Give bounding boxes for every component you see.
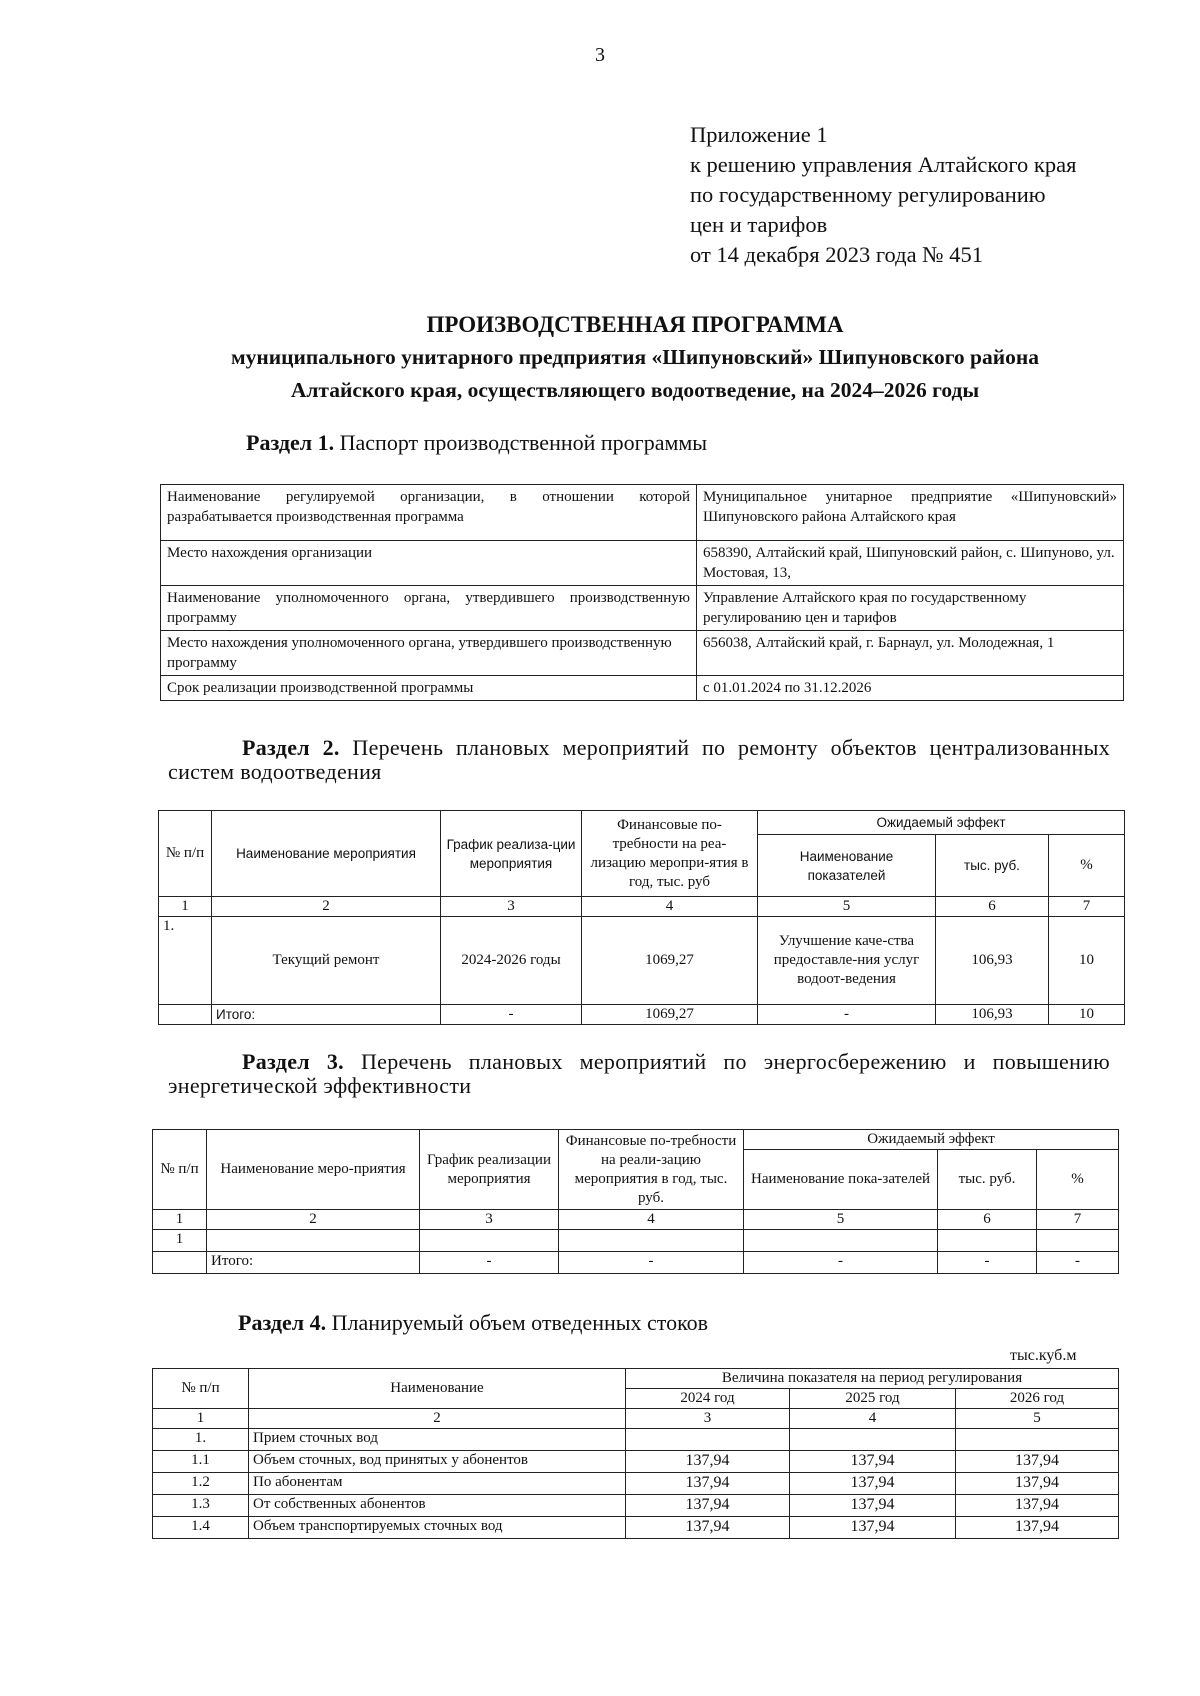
title-main: ПРОИЗВОДСТВЕННАЯ ПРОГРАММА — [426, 312, 844, 337]
header-schedule: График реализации мероприятия — [420, 1130, 559, 1210]
header-year-2026: 2026 год — [956, 1389, 1119, 1409]
column-number: 2 — [207, 1210, 420, 1230]
row-pct: 10 — [1049, 917, 1125, 1005]
row-value-2025 — [790, 1429, 956, 1451]
header-finance: Финансовые по-требности на реали-зацию мероприятия в год, тыс. руб. — [559, 1130, 744, 1210]
appendix-block — [690, 120, 1076, 270]
section-2-heading — [168, 736, 1110, 784]
column-number: 3 — [420, 1210, 559, 1230]
column-number: 5 — [758, 897, 936, 917]
column-number: 5 — [956, 1409, 1119, 1429]
header-period: Величина показателя на период регулирования — [626, 1369, 1119, 1389]
total-rub: - — [938, 1252, 1037, 1274]
section-title: Перечень плановых мероприятий по энергосбережению и повышению энергетической эффективности — [168, 1049, 1110, 1098]
row-num: 1. — [159, 917, 212, 1005]
header-num: № п/п — [153, 1130, 207, 1210]
table-row — [159, 917, 1125, 1005]
table-cell — [153, 1252, 207, 1274]
header-effect: Ожидаемый эффект — [758, 811, 1125, 835]
table-row — [153, 1495, 1119, 1517]
section-4-heading — [238, 1311, 708, 1335]
total-finance: - — [559, 1252, 744, 1274]
table-row — [161, 631, 1124, 676]
row-name: Текущий ремонт — [212, 917, 441, 1005]
table-cell: с 01.01.2024 по 31.12.2026 — [697, 676, 1124, 701]
column-number: 6 — [938, 1210, 1037, 1230]
table-cell: Место нахождения уполномоченного органа, утвердившего производственную программу — [161, 631, 697, 676]
table-row — [161, 586, 1124, 631]
section-label: Раздел 4. — [238, 1310, 327, 1335]
total-indicator: - — [744, 1252, 938, 1274]
header-year-2024: 2024 год — [626, 1389, 790, 1409]
column-number: 4 — [790, 1409, 956, 1429]
row-value-2024: 137,94 — [626, 1495, 790, 1517]
total-rub: 106,93 — [936, 1005, 1049, 1025]
row-value-2025: 137,94 — [790, 1473, 956, 1495]
table-cell — [744, 1230, 938, 1252]
table-row — [153, 1230, 1119, 1252]
table-row — [161, 485, 1124, 541]
repair-measures-table — [158, 810, 1125, 1025]
section-title: Планируемый объем отведенных стоков — [326, 1310, 709, 1335]
header-num: № п/п — [153, 1369, 249, 1409]
row-value-2025: 137,94 — [790, 1451, 956, 1473]
column-number: 6 — [936, 897, 1049, 917]
row-value-2026: 137,94 — [956, 1451, 1119, 1473]
table-cell: Управление Алтайского края по государственному регулированию цен и тарифов — [697, 586, 1124, 631]
table-cell — [1037, 1230, 1119, 1252]
header-rub: тыс. руб. — [936, 835, 1049, 897]
row-indicator: Улучшение каче-ства предоставле-ния услуг водоот-ведения — [758, 917, 936, 1005]
total-indicator: - — [758, 1005, 936, 1025]
section-1-heading — [246, 431, 707, 455]
total-schedule: - — [441, 1005, 582, 1025]
total-row — [153, 1252, 1119, 1274]
appendix-line: Приложение 1 — [690, 122, 828, 147]
table-row — [161, 676, 1124, 701]
table-cell: Место нахождения организации — [161, 541, 697, 586]
header-finance: Финансовые по-требности на реа-лизацию меропри-ятия в год, тыс. руб — [582, 811, 758, 897]
total-finance: 1069,27 — [582, 1005, 758, 1025]
row-name: Объем сточных, вод принятых у абонентов — [249, 1451, 626, 1473]
header-name: Наименование меро-приятия — [207, 1130, 420, 1210]
row-rub: 106,93 — [936, 917, 1049, 1005]
table-cell: Муниципальное унитарное предприятие «Шипуновский» Шипуновского района Алтайского края — [697, 485, 1124, 541]
table-row — [153, 1429, 1119, 1451]
section-label: Раздел 2. — [242, 735, 340, 760]
row-num: 1.3 — [153, 1495, 249, 1517]
header-indicator: Наименование пока-зателей — [744, 1150, 938, 1210]
header-effect: Ожидаемый эффект — [744, 1130, 1119, 1150]
row-value-2026: 137,94 — [956, 1517, 1119, 1539]
row-value-2026: 137,94 — [956, 1495, 1119, 1517]
row-num: 1.1 — [153, 1451, 249, 1473]
table-cell — [559, 1230, 744, 1252]
row-value-2025: 137,94 — [790, 1495, 956, 1517]
document-title — [160, 308, 1110, 407]
row-name: По абонентам — [249, 1473, 626, 1495]
table-row — [153, 1473, 1119, 1495]
table-cell — [938, 1230, 1037, 1252]
row-value-2026: 137,94 — [956, 1473, 1119, 1495]
title-line-2: муниципального унитарного предприятия «Шипуновский» Шипуновского района — [230, 345, 1040, 369]
table-header-row — [159, 811, 1125, 835]
total-pct: - — [1037, 1252, 1119, 1274]
column-number: 7 — [1037, 1210, 1119, 1230]
row-value-2024: 137,94 — [626, 1473, 790, 1495]
header-pct: % — [1049, 835, 1125, 897]
total-pct: 10 — [1049, 1005, 1125, 1025]
row-num: 1 — [153, 1230, 207, 1252]
page-number: 3 — [595, 44, 605, 66]
section-title: Перечень плановых мероприятий по ремонту объектов централизованных систем водоотведения — [168, 735, 1111, 784]
column-number: 3 — [626, 1409, 790, 1429]
column-number: 1 — [153, 1210, 207, 1230]
row-name: Объем транспортируемых сточных вод — [249, 1517, 626, 1539]
table-cell: Наименование регулируемой организации, в отношении которой разрабатывается производственная программа — [161, 485, 697, 541]
table-cell: Срок реализации производственной программы — [161, 676, 697, 701]
row-num: 1.2 — [153, 1473, 249, 1495]
appendix-line: от 14 декабря 2023 года № 451 — [690, 242, 984, 267]
title-line-3: Алтайского края, осуществляющего водоотведение, на 2024–2026 годы — [290, 378, 980, 402]
table-cell — [207, 1230, 420, 1252]
column-number: 1 — [153, 1409, 249, 1429]
row-schedule: 2024-2026 годы — [441, 917, 582, 1005]
header-num: № п/п — [159, 811, 212, 897]
table-header-row — [153, 1369, 1119, 1389]
table-row — [161, 541, 1124, 586]
wastewater-volume-table — [152, 1368, 1119, 1539]
row-value-2026 — [956, 1429, 1119, 1451]
total-label: Итого: — [207, 1252, 420, 1274]
column-numbers-row — [159, 897, 1125, 917]
row-num: 1.4 — [153, 1517, 249, 1539]
column-number: 5 — [744, 1210, 938, 1230]
column-number: 7 — [1049, 897, 1125, 917]
header-schedule: График реализа-ции мероприятия — [441, 811, 582, 897]
table-cell — [159, 1005, 212, 1025]
header-indicator: Наименование показателей — [758, 835, 936, 897]
section-title: Паспорт производственной программы — [334, 430, 708, 455]
table-header-row — [153, 1130, 1119, 1150]
row-value-2024: 137,94 — [626, 1517, 790, 1539]
table-cell: 658390, Алтайский край, Шипуновский район, с. Шипуново, ул. Мостовая, 13, — [697, 541, 1124, 586]
section-label: Раздел 1. — [246, 430, 335, 455]
total-label: Итого: — [212, 1005, 441, 1025]
header-year-2025: 2025 год — [790, 1389, 956, 1409]
table-cell: Наименование уполномоченного органа, утвердившего производственную программу — [161, 586, 697, 631]
column-number: 3 — [441, 897, 582, 917]
section-label: Раздел 3. — [242, 1049, 344, 1074]
row-name: Прием сточных вод — [249, 1429, 626, 1451]
row-num: 1. — [153, 1429, 249, 1451]
row-finance: 1069,27 — [582, 917, 758, 1005]
appendix-line: к решению управления Алтайского края — [690, 152, 1077, 177]
column-number: 4 — [559, 1210, 744, 1230]
column-number: 2 — [249, 1409, 626, 1429]
header-pct: % — [1037, 1150, 1119, 1210]
column-numbers-row — [153, 1210, 1119, 1230]
table-row — [153, 1517, 1119, 1539]
unit-label: тыс.куб.м — [1010, 1347, 1077, 1364]
total-row — [159, 1005, 1125, 1025]
column-number: 2 — [212, 897, 441, 917]
table-cell — [420, 1230, 559, 1252]
passport-table — [160, 484, 1124, 701]
header-name: Наименование — [249, 1369, 626, 1409]
table-cell: 656038, Алтайский край, г. Барнаул, ул. Молодежная, 1 — [697, 631, 1124, 676]
total-schedule: - — [420, 1252, 559, 1274]
energy-measures-table — [152, 1129, 1119, 1274]
table-row — [153, 1451, 1119, 1473]
column-number: 1 — [159, 897, 212, 917]
appendix-line: цен и тарифов — [690, 212, 828, 237]
row-value-2024 — [626, 1429, 790, 1451]
row-value-2025: 137,94 — [790, 1517, 956, 1539]
row-value-2024: 137,94 — [626, 1451, 790, 1473]
header-name: Наименование мероприятия — [212, 811, 441, 897]
column-number: 4 — [582, 897, 758, 917]
section-3-heading — [168, 1050, 1110, 1098]
appendix-line: по государственному регулированию — [690, 182, 1046, 207]
header-rub: тыс. руб. — [938, 1150, 1037, 1210]
row-name: От собственных абонентов — [249, 1495, 626, 1517]
column-numbers-row — [153, 1409, 1119, 1429]
